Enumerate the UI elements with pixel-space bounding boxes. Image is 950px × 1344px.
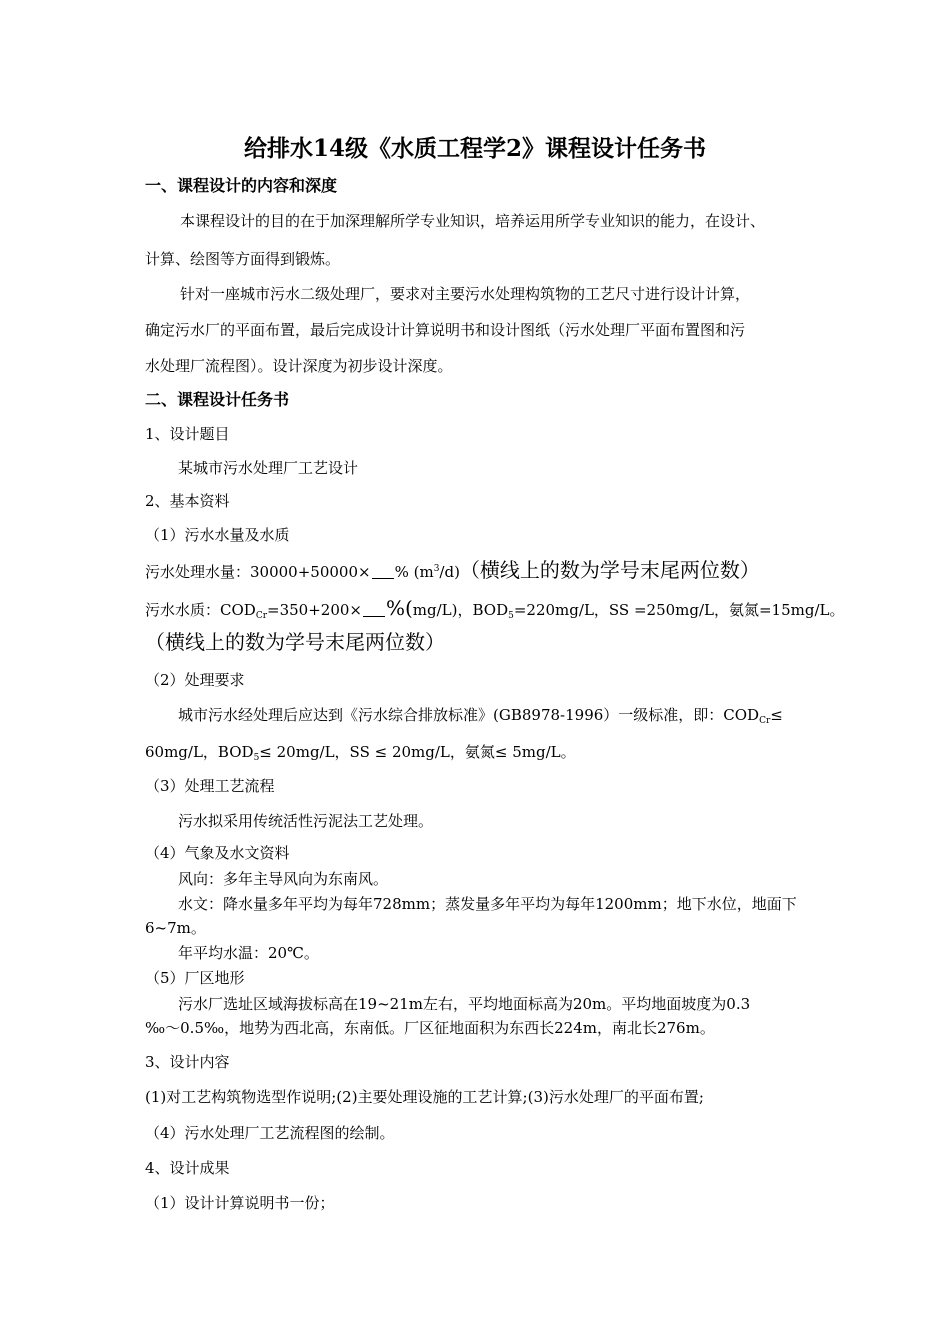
paragraph-task-line-2: 确定污水厂的平面布置，最后完成设计计算说明书和设计图纸（污水处理厂平面布置图和污 [145,321,746,339]
sub-3-process-flow: （3）处理工艺流程 [145,777,275,795]
requirements-bod-sub: 5 [253,753,260,763]
item-4-design-results: 4、设计成果 [145,1159,230,1177]
water-quality-bod-sub: 5 [508,611,514,621]
requirements-cod-sub: Cr [759,716,771,726]
water-quality-line [145,598,845,626]
requirements-text: 城市污水经处理后应达到《污水综合排放标准》(GB8978-1996）一级标准，即：COD [178,706,760,724]
water-quality-cod-value: =350+200× [267,601,362,619]
flow-rate-line [145,559,760,582]
sub-5-terrain: （5）厂区地形 [145,969,245,987]
flow-rate-text: 污水处理水量：30000+50000× [145,563,371,581]
sub-2-treatment-requirements: （2）处理要求 [145,671,245,689]
requirements-line-2 [145,742,576,768]
hydrology-line-1: 水文：降水量多年平均为每年728mm；蒸发量多年平均为每年1200mm；地下水位，地面下 [178,895,797,913]
student-number-blank-2 [363,602,385,617]
requirements-leq: ≤ [770,706,783,724]
terrain-line-1: 污水厂选址区域海拔标高在19~21m左右，平均地面标高为20m。平均地面坡度为0.3 [178,995,751,1013]
flow-rate-unit-tail: /d) [439,563,460,581]
water-quality-percent: %( [385,596,413,620]
hydrology-line-2: 6~7m。 [145,919,206,937]
water-quality-bod: mg/L)，BOD [412,601,509,619]
design-content-line-1: (1)对工艺构筑物选型作说明;(2)主要处理设施的工艺计算;(3)污水处理厂的平面布置; [145,1088,704,1106]
student-number-blank [372,564,394,579]
flow-rate-unit: % (m [394,563,434,581]
design-result-1: （1）设计计算说明书一份； [145,1194,335,1212]
section-1-heading: 一、课程设计的内容和深度 [145,176,338,195]
requirements-rest: ≤ 20mg/L，SS ≤ 20mg/L，氨氮≤ 5mg/L。 [259,743,576,761]
flow-rate-note: （横线上的数为学号末尾两位数） [459,558,760,582]
section-2-heading: 二、课程设计任务书 [145,390,290,409]
item-1-design-topic: 1、设计题目 [145,425,230,443]
item-2-basic-data: 2、基本资料 [145,492,230,510]
terrain-line-2: ‰～0.5‰，地势为西北高，东南低。厂区征地面积为东西长224m，南北长276m。 [145,1019,715,1037]
wind-text: 风向：多年主导风向为东南风。 [178,870,389,888]
water-quality-text: 污水水质：COD [145,601,256,619]
sub-4-meteorology-hydrology: （4）气象及水文资料 [145,844,290,862]
paragraph-task-line-1: 针对一座城市污水二级处理厂，要求对主要污水处理构筑物的工艺尺寸进行设计计算， [180,285,751,303]
design-content-line-2: （4）污水处理厂工艺流程图的绘制。 [145,1124,395,1142]
sub-1-water-quantity-quality: （1）污水水量及水质 [145,526,290,544]
process-text: 污水拟采用传统活性污泥法工艺处理。 [178,812,434,830]
flow-rate-sup: 3 [433,564,440,574]
water-temperature-text: 年平均水温：20℃。 [178,944,319,962]
requirements-line-1 [178,705,783,731]
water-quality-note: （横线上的数为学号末尾两位数） [145,630,445,654]
paragraph-purpose-line-2: 计算、绘图等方面得到锻炼。 [145,250,341,268]
requirements-cod-value: 60mg/L，BOD [145,743,254,761]
water-quality-cod-sub: Cr [255,611,268,621]
water-quality-rest: =220mg/L，SS =250mg/L，氨氮=15mg/L。 [513,601,845,619]
item-3-design-content: 3、设计内容 [145,1053,230,1071]
document-title: 给排水14级《水质工程学2》课程设计任务书 [243,135,706,162]
design-topic-text: 某城市污水处理厂工艺设计 [178,459,359,477]
paragraph-task-line-3: 水处理厂流程图）。设计深度为初步设计深度。 [145,357,453,375]
paragraph-purpose-line-1: 本课程设计的目的在于加深理解所学专业知识，培养运用所学专业知识的能力，在设计、 [180,212,766,230]
